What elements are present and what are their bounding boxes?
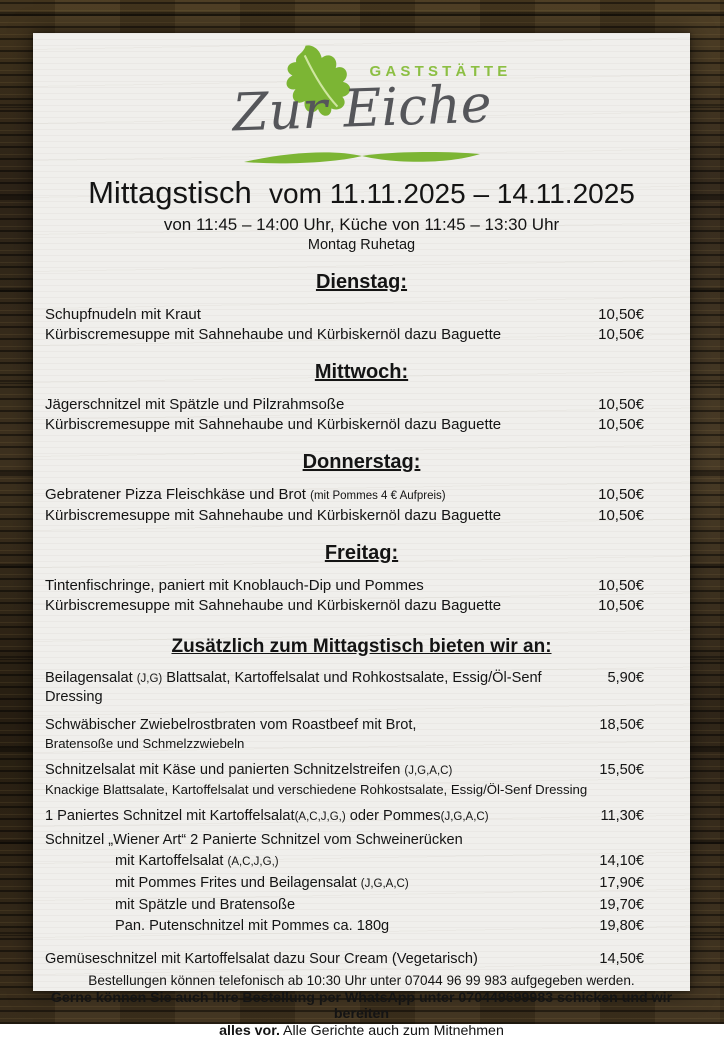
dish-name — [45, 577, 594, 595]
day-heading: Dienstag: — [33, 271, 690, 294]
dish-price: 17,90€ — [594, 874, 644, 892]
text-part: Bestellungen können telefonisch ab 10:30 Uhr unter 07044 96 99 983 aufgegeben werden. — [88, 973, 634, 988]
dish-subline: Knackige Blattsalate, Kartoffelsalat und verschiedene Rohkostsalate, Essig/Öl-Senf Dressing — [45, 782, 644, 797]
dish-name — [45, 917, 594, 935]
brand-logo — [222, 43, 502, 169]
extras-section — [33, 635, 690, 968]
menu-card — [33, 33, 690, 991]
dish-name — [45, 486, 594, 505]
text-part: Gemüseschnitzel mit Kartoffelsalat dazu Sour Cream (Vegetarisch) — [45, 951, 478, 967]
dish-price: 10,50€ — [594, 486, 644, 504]
menu-item-row — [45, 597, 644, 615]
menu-item-row — [45, 306, 644, 324]
dish-price: 10,50€ — [594, 416, 644, 434]
footer-note-line — [33, 973, 690, 990]
text-part: Gebratener Pizza Fleischkäse und Brot — [45, 486, 310, 503]
allergen-note: (A,C,J,G,) — [295, 811, 346, 823]
dish-name — [45, 807, 594, 826]
dish-name — [45, 416, 594, 434]
dish-price: 10,50€ — [594, 396, 644, 414]
dish-price: 11,30€ — [594, 807, 644, 825]
text-part: Schnitzelsalat mit Käse und panierten Schnitzelstreifen — [45, 762, 404, 778]
menu-item-row — [45, 396, 644, 414]
menu-item-row — [45, 577, 644, 595]
extras-heading: Zusätzlich zum Mittagstisch bieten wir an: — [33, 635, 690, 659]
dish-name — [45, 669, 594, 706]
day-sections — [33, 271, 690, 615]
dish-name — [45, 396, 594, 414]
text-part: Beilagensalat — [45, 670, 137, 686]
dish-price: 10,50€ — [594, 306, 644, 324]
dish-price: 10,50€ — [594, 597, 644, 615]
text-part: Kürbiscremesuppe mit Sahnehaube und Kürbiskernöl dazu Baguette — [45, 326, 501, 343]
menu-item-row — [45, 761, 644, 780]
allergen-note: (J,G) — [137, 673, 163, 685]
text-part: Schwäbischer Zwiebelrostbraten vom Roastbeef mit Brot, — [45, 717, 417, 733]
text-part: mit Pommes Frites und Beilagensalat — [115, 875, 361, 891]
dish-price: 10,50€ — [594, 577, 644, 595]
dish-name — [45, 507, 594, 525]
text-part: 1 Paniertes Schnitzel mit Kartoffelsalat — [45, 808, 295, 824]
menu-item-row — [45, 716, 644, 734]
menu-item-row — [45, 669, 644, 706]
footer-note-line — [33, 1023, 690, 1039]
day-section — [33, 271, 690, 344]
menu-item-row — [45, 896, 644, 914]
brand-tagline: GASTSTÄTTE — [370, 63, 512, 80]
dish-price: 5,90€ — [594, 669, 644, 687]
menu-item-row — [45, 416, 644, 434]
menu-item-row — [45, 950, 644, 968]
menu-title: Mittagstisch — [88, 175, 252, 210]
text-part: Kürbiscremesuppe mit Sahnehaube und Kürbiskernöl dazu Baguette — [45, 416, 501, 433]
dish-price: 18,50€ — [594, 716, 644, 734]
allergen-note: (J,G,A,C) — [361, 878, 409, 890]
menu-item-row — [45, 852, 644, 871]
allergen-note: (J,G,A,C) — [404, 765, 452, 777]
menu-item-row — [45, 917, 644, 935]
brand-name: Zur Eiche — [201, 73, 523, 144]
dish-name — [45, 874, 594, 893]
footer-notes — [33, 973, 690, 1039]
text-part: mit Spätzle und Bratensoße — [115, 897, 295, 913]
text-part: Alle Gerichte auch zum Mitnehmen — [280, 1023, 504, 1039]
dish-name — [45, 597, 594, 615]
dish-name — [45, 896, 594, 914]
text-part: Gerne können Sie auch Ihre Bestellung per WhatsApp unter 070449699983 schicken und wir bereiten — [51, 990, 672, 1023]
opening-hours: von 11:45 – 14:00 Uhr, Küche von 11:45 – 13:30 Uhr — [33, 215, 690, 235]
text-part: Pan. Putenschnitzel mit Pommes ca. 180g — [115, 918, 389, 934]
dish-subline: Bratensoße und Schmelzzwiebeln — [45, 736, 644, 751]
text-part: Schnitzel „Wiener Art“ 2 Panierte Schnitzel vom Schweinerücken — [45, 832, 463, 848]
dish-price: 15,50€ — [594, 761, 644, 779]
menu-item-row — [45, 326, 644, 344]
text-part: Blattsalat, Kartoffelsalat und Rohkostsalate, Essig/Öl-Senf Dressing — [45, 670, 542, 705]
text-part: Kürbiscremesuppe mit Sahnehaube und Kürbiskernöl dazu Baguette — [45, 507, 501, 524]
text-part: alles vor. — [219, 1023, 280, 1039]
allergen-note: (A,C,J,G,) — [227, 856, 278, 868]
allergen-note: (J,G,A,C) — [441, 811, 489, 823]
dish-price: 19,80€ — [594, 917, 644, 935]
text-part: Schupfnudeln mit Kraut — [45, 306, 201, 323]
dish-price: 10,50€ — [594, 326, 644, 344]
page-title — [33, 175, 690, 212]
menu-item-row — [45, 507, 644, 525]
day-section — [33, 361, 690, 434]
text-part: Tintenfischringe, paniert mit Knoblauch-Dip und Pommes — [45, 577, 424, 594]
text-part: oder Pommes — [346, 808, 441, 824]
dish-name — [45, 852, 594, 871]
day-heading: Freitag: — [33, 542, 690, 565]
text-part: Jägerschnitzel mit Spätzle und Pilzrahmsoße — [45, 396, 344, 413]
dish-price: 19,70€ — [594, 896, 644, 914]
dish-name — [45, 831, 594, 849]
menu-item-row — [45, 874, 644, 893]
day-heading: Mittwoch: — [33, 361, 690, 384]
day-heading: Donnerstag: — [33, 451, 690, 474]
dish-price: 10,50€ — [594, 507, 644, 525]
dish-name — [45, 306, 594, 324]
dish-name — [45, 761, 594, 780]
menu-item-row — [45, 807, 644, 826]
extras-items — [33, 669, 690, 968]
rest-day-note: Montag Ruhetag — [33, 237, 690, 254]
date-range: vom 11.11.2025 – 14.11.2025 — [269, 178, 635, 209]
menu-item-row — [45, 486, 644, 505]
allergen-note: (mit Pommes 4 € Aufpreis) — [310, 490, 445, 502]
text-part: mit Kartoffelsalat — [115, 853, 227, 869]
dish-name — [45, 716, 594, 734]
day-section — [33, 451, 690, 525]
dish-price: 14,10€ — [594, 852, 644, 870]
day-section — [33, 542, 690, 615]
dish-price: 14,50€ — [594, 950, 644, 968]
text-part: Kürbiscremesuppe mit Sahnehaube und Kürbiskernöl dazu Baguette — [45, 597, 501, 614]
dish-name — [45, 326, 594, 344]
menu-item-row — [45, 831, 644, 849]
leaf-swoosh-icon — [240, 147, 484, 169]
footer-note-line — [33, 990, 690, 1023]
dish-name — [45, 950, 594, 968]
